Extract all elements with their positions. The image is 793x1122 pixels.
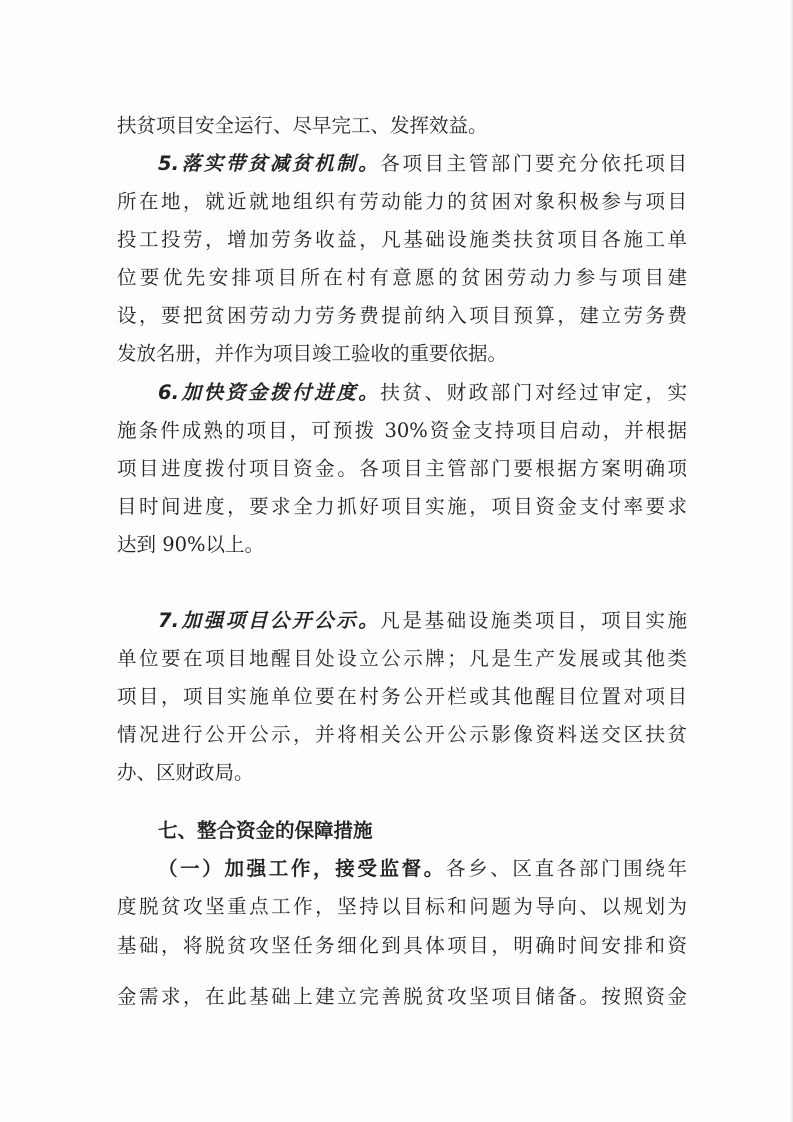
heading-text: 七、整合资金的保障措施 <box>158 819 373 842</box>
line-text: 扶贫项目安全运行、尽早完工、发挥效益。 <box>117 114 488 137</box>
numbered-item-5 <box>158 151 687 177</box>
paragraph-line <box>117 760 687 786</box>
paragraph-line <box>117 456 687 482</box>
line-text: 施条件成熟的项目，可预拨 30%资金支持项目启动，并根据 <box>117 419 687 442</box>
paragraph-line <box>117 113 687 139</box>
paragraph-line <box>117 646 687 672</box>
paragraph-line <box>117 722 687 748</box>
line-text: 项目，项目实施单位要在村务公开栏或其他醒目位置对项目 <box>117 685 687 708</box>
paragraph-line <box>117 933 687 959</box>
line-text: 基础，将脱贫攻坚任务细化到具体项目，明确时间安排和资 <box>117 934 687 957</box>
line-text: 各项目主管部门要充分依托项目 <box>380 152 687 175</box>
paragraph-line <box>117 265 687 291</box>
paragraph-line <box>117 227 687 253</box>
subsection-item-1 <box>158 856 687 882</box>
line-text: 发放名册，并作为项目竣工验收的重要依据。 <box>117 342 508 365</box>
line-text: 办、区财政局。 <box>117 761 254 784</box>
line-text: 单位要在项目地醒目处设立公示牌；凡是生产发展或其他类 <box>117 647 687 670</box>
line-text: 设，要把贫困劳动力劳务费提前纳入项目预算，建立劳务费 <box>117 304 687 327</box>
item-lead: 5.落实带贫减贫机制。 <box>158 152 381 175</box>
line-text: 位要优先安排项目所在村有意愿的贫困劳动力参与项目建 <box>117 266 687 289</box>
line-text: 目时间进度，要求全力抓好项目实施，项目资金支付率要求 <box>117 495 687 518</box>
paragraph-line <box>117 984 687 1010</box>
item-lead: 7.加强项目公开公示。 <box>158 609 381 632</box>
paragraph-line <box>117 894 687 920</box>
line-text: 各乡、区直各部门围绕年 <box>445 857 687 880</box>
item-lead: 6.加快资金拨付进度。 <box>158 381 381 404</box>
line-text: 达到 90%以上。 <box>117 533 265 556</box>
numbered-item-7 <box>158 608 687 634</box>
paragraph-line <box>117 341 687 367</box>
paragraph-line <box>117 684 687 710</box>
section-heading <box>158 818 687 844</box>
paragraph-line <box>117 303 687 329</box>
paragraph-line <box>117 189 687 215</box>
line-text: 金需求，在此基础上建立完善脱贫攻坚项目储备。按照资金 <box>117 985 687 1008</box>
paragraph-line <box>117 494 687 520</box>
paragraph-line <box>117 418 687 444</box>
line-text: 度脱贫攻坚重点工作，坚持以目标和问题为导向、以规划为 <box>117 895 687 918</box>
item-lead: （一）加强工作，接受监督。 <box>158 857 446 880</box>
line-text: 投工投劳，增加劳务收益，凡基础设施类扶贫项目各施工单 <box>117 228 687 251</box>
paragraph-line <box>117 532 687 558</box>
line-text: 扶贫、财政部门对经过审定，实 <box>380 381 687 404</box>
line-text: 项目进度拨付项目资金。各项目主管部门要根据方案明确项 <box>117 457 687 480</box>
line-text: 凡是基础设施类项目，项目实施 <box>380 609 687 632</box>
numbered-item-6 <box>158 380 687 406</box>
line-text: 情况进行公开公示，并将相关公开公示影像资料送交区扶贫 <box>117 723 687 746</box>
line-text: 所在地，就近就地组织有劳动能力的贫困对象积极参与项目 <box>117 190 687 213</box>
